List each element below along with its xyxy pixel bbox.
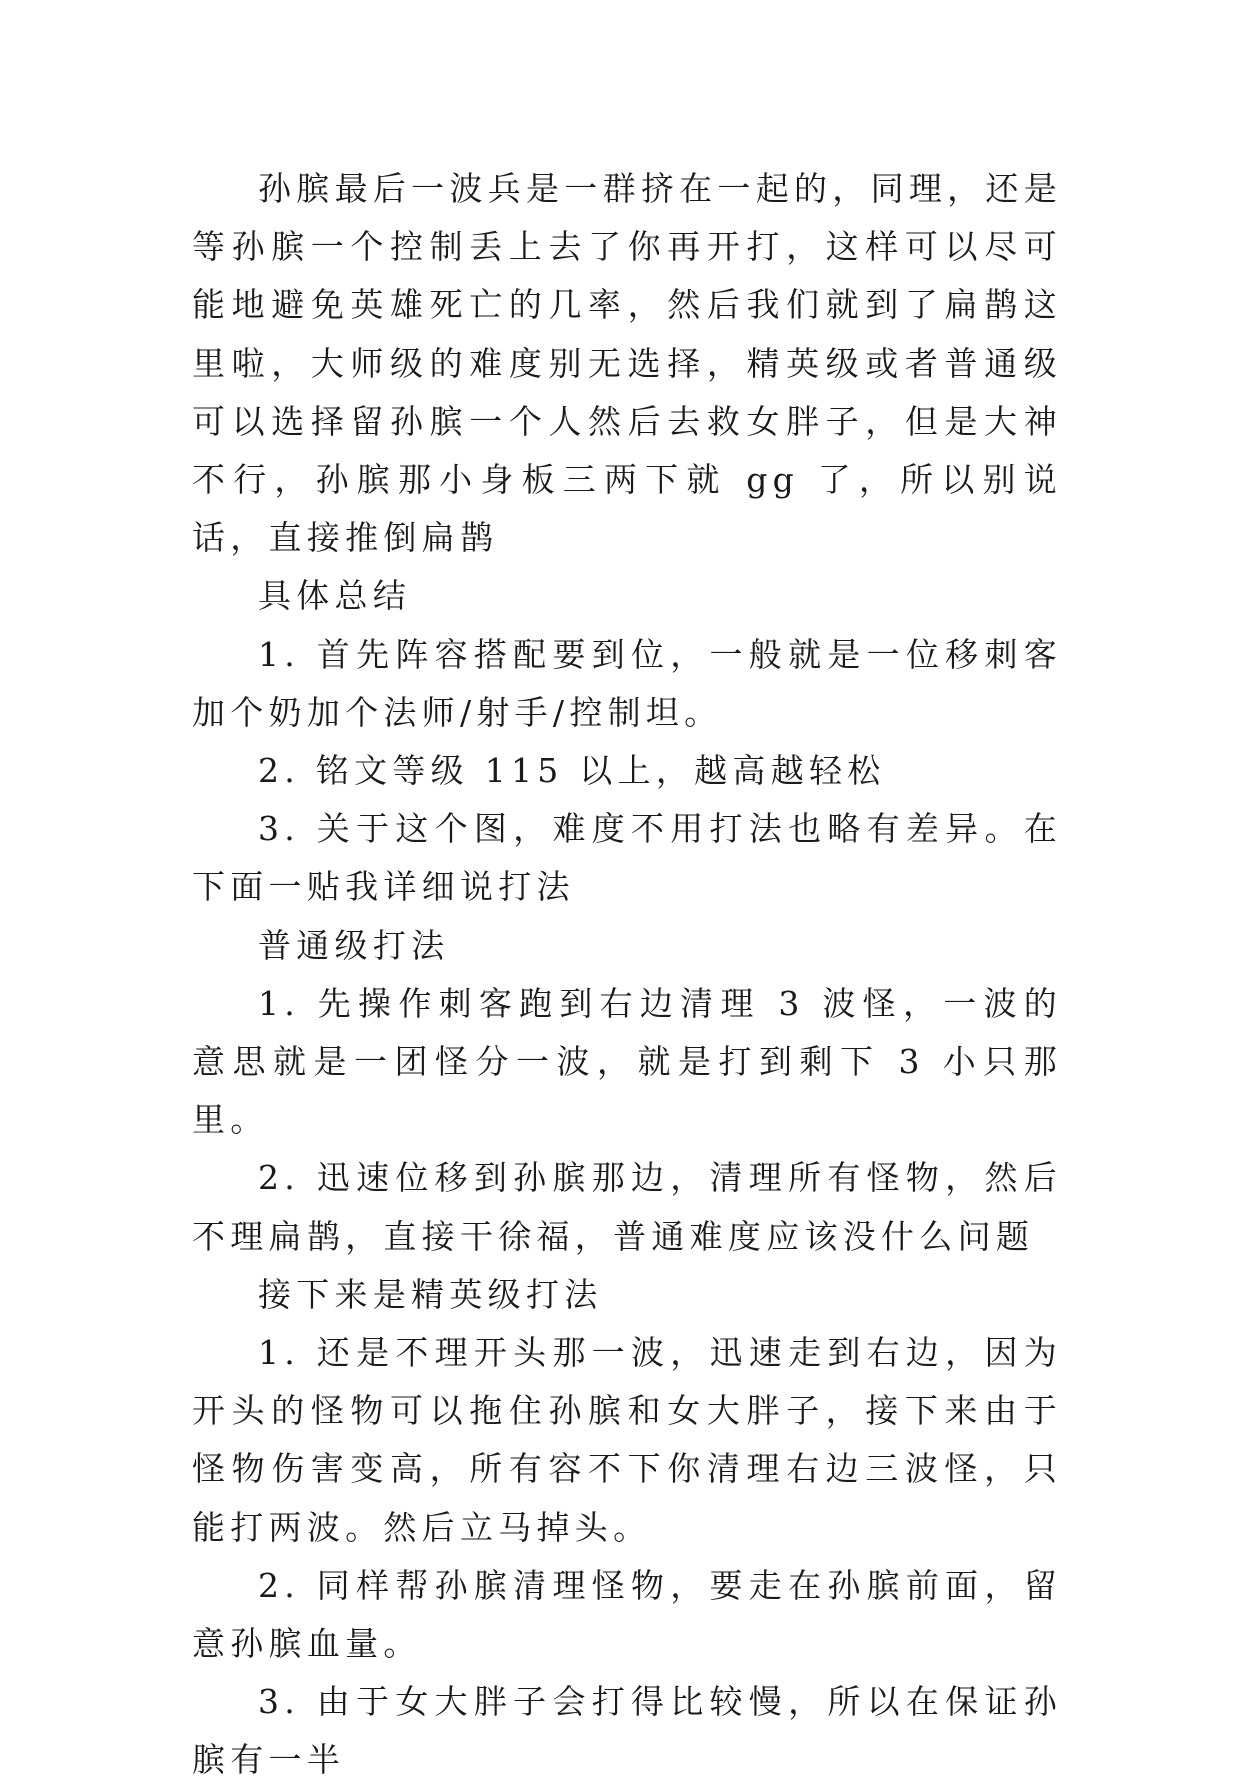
normal-item-2: 2. 迅速位移到孙膑那边，清理所有怪物，然后不理扁鹊，直接干徐福，普通难度应该没什么问题 <box>192 1158 1062 1256</box>
paragraph-intro: 孙膑最后一波兵是一群挤在一起的，同理，还是等孙膑一个控制丢上去了你再开打，这样可以尽可能地避免英雄死亡的几率，然后我们就到了扁鹊这里啦，大师级的难度别无选择，精英级或者普通级可以选择留孙膑一个人然后去救女胖子，但是大神不行，孙膑那小身板三两下就 gg 了，所以别说话，直接推倒扁鹊 <box>192 169 1062 558</box>
heading-normal-level: 普通级打法 <box>258 925 450 965</box>
normal-item-1: 1. 先操作刺客跑到右边清理 3 波怪，一波的意思就是一团怪分一波，就是打到剩下 3 小只那里。 <box>192 983 1062 1140</box>
elite-item-1: 1. 还是不理开头那一波，迅速走到右边，因为开头的怪物可以拖住孙膑和女大胖子，接下来由于怪物伤害变高，所有容不下你清理右边三波怪，只能打两波。然后立马掉头。 <box>192 1333 1062 1547</box>
heading-summary: 具体总结 <box>258 576 412 616</box>
elite-item-2: 2. 同样帮孙膑清理怪物，要走在孙膑前面，留意孙膑血量。 <box>192 1565 1062 1664</box>
document-body <box>192 160 1062 1790</box>
summary-item-3: 3. 关于这个图，难度不用打法也略有差异。在下面一贴我详细说打法 <box>192 809 1062 907</box>
elite-item-3: 3. 由于女大胖子会打得比较慢，所以在保证孙膑有一半 <box>192 1682 1062 1780</box>
summary-item-1: 1. 首先阵容搭配要到位，一般就是一位移刺客加个奶加个法师/射手/控制坦。 <box>192 634 1062 732</box>
heading-elite-level: 接下来是精英级打法 <box>258 1274 603 1314</box>
summary-item-2: 2. 铭文等级 115 以上，越高越轻松 <box>258 751 886 791</box>
